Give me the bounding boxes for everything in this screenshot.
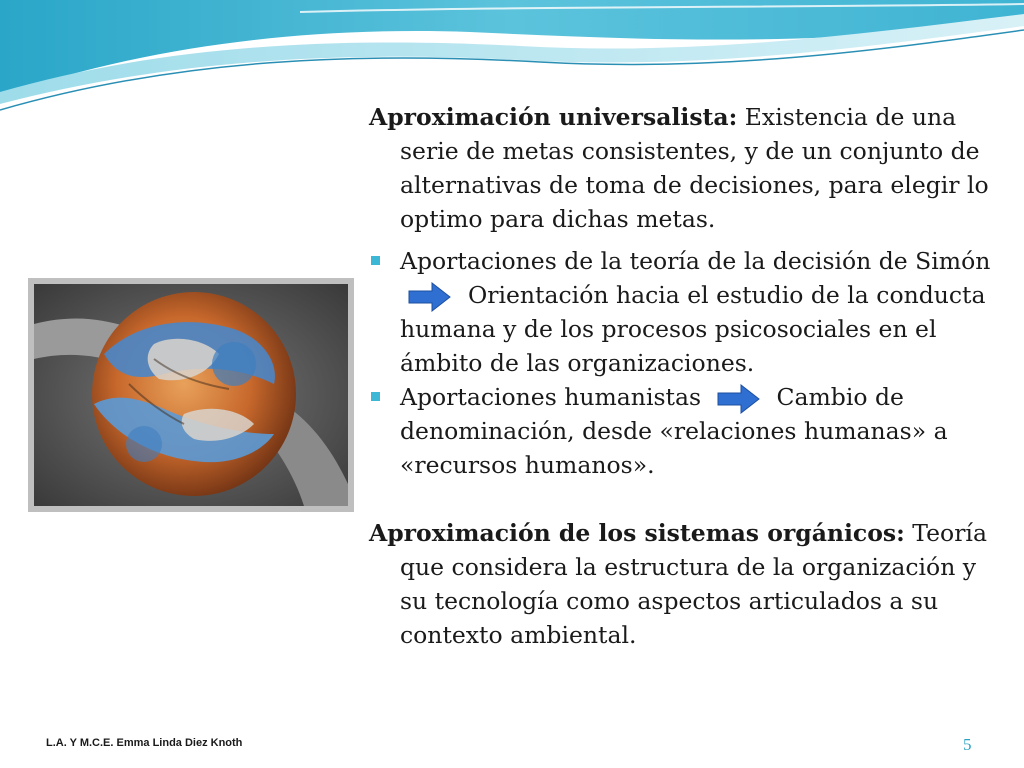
bullet-humanist-before: Aportaciones humanistas: [400, 383, 702, 411]
universalist-approach-text: Existencia de una serie de metas consistentes, y de un conjunto de alternativas de toma de decisiones, para elegir lo optimo para dichas metas.: [400, 103, 989, 233]
hands-holding-globe-image: [34, 284, 348, 506]
bullet-humanist: [369, 380, 999, 482]
bullet-decision-theory-after: Orientación hacia el estudio de la conducta humana y de los procesos psicosociales en el ámbito de las organizaciones.: [400, 281, 986, 377]
universalist-approach-paragraph: [369, 100, 999, 236]
slide-body-text: [369, 100, 999, 652]
page-number: 5: [963, 735, 972, 754]
organic-systems-paragraph: [369, 516, 999, 652]
bullet-decision-theory-before: Aportaciones de la teoría de la decisión de Simón: [400, 247, 991, 275]
bullet-humanist-after: Cambio de denominación, desde «relaciones humanas» a «recursos humanos».: [400, 383, 948, 479]
footer-author: L.A. Y M.C.E. Emma Linda Diez Knoth: [46, 737, 243, 749]
universalist-approach-label: Aproximación universalista:: [369, 103, 738, 131]
hands-globe-photo: [28, 278, 354, 512]
right-arrow-icon: [408, 282, 452, 312]
organic-systems-label: Aproximación de los sistemas orgánicos:: [369, 519, 905, 547]
right-arrow-icon: [717, 384, 761, 414]
organic-systems-text: Teoría que considera la estructura de la organización y su tecnología como aspectos articulados a su contexto ambiental.: [400, 519, 987, 649]
bullet-square-icon: [371, 256, 380, 265]
bullet-decision-theory: [369, 244, 999, 380]
bullet-square-icon: [371, 392, 380, 401]
